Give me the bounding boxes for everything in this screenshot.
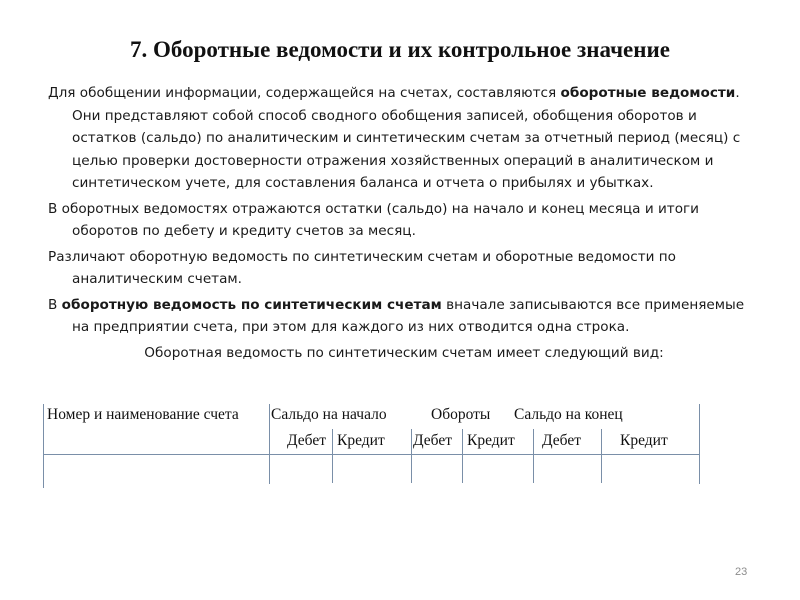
header-account: Номер и наименование счета xyxy=(47,406,239,423)
paragraph-synthetic-text-a: В xyxy=(48,296,62,313)
header-opening-credit: Кредит xyxy=(337,432,385,449)
table-divider-account xyxy=(269,404,270,484)
header-closing-debit: Дебет xyxy=(542,432,581,449)
paragraph-definition-text-b: . Они представляют собой способ сводного обобщения записей, обобщения оборотов и остатков (сальдо) по аналитическим и синтетическим счетам за отчетный период (месяц) с целью проверки достоверности отражения хозяйственных операций в аналитическом и синтетическом учете, для составления баланса и отчета о прибылях и убытках. xyxy=(72,85,741,191)
slide-body xyxy=(48,82,760,367)
table-divider-closing-debit xyxy=(601,429,602,483)
paragraph-table-intro: Оборотная ведомость по синтетическим счетам имеет следующий вид: xyxy=(144,344,664,361)
table-border-left xyxy=(43,404,44,488)
paragraph-balances: В оборотных ведомостях отражаются остатки (сальдо) на начало и конец месяца и итоги оборотов по дебету и кредиту счетов за месяц. xyxy=(48,200,700,239)
table-divider-turnover-debit xyxy=(462,429,463,483)
header-closing-credit: Кредит xyxy=(620,432,668,449)
paragraph-definition-text-a: Для обобщении информации, содержащейся на счетах, составляются xyxy=(48,85,561,101)
term-turnover-statements: оборотные ведомости xyxy=(560,85,736,101)
header-opening-debit: Дебет xyxy=(287,432,326,449)
slide-title: 7. Оборотные ведомости и их контрольное значение xyxy=(130,37,670,62)
table-header-line xyxy=(43,454,699,455)
paragraph-definition xyxy=(48,82,760,195)
table-divider-opening-debit xyxy=(332,429,333,483)
turnover-statement-table xyxy=(43,402,700,488)
table-divider-turnover xyxy=(533,429,534,483)
header-turnover: Обороты xyxy=(431,406,491,423)
page-number: 23 xyxy=(735,566,748,578)
paragraph-synthetic xyxy=(48,294,760,339)
header-closing-balance: Сальдо на конец xyxy=(514,406,623,423)
header-turnover-debit: Дебет xyxy=(413,432,452,449)
table-border-right xyxy=(699,404,700,484)
term-synthetic-statement: оборотную ведомость по синтетическим счетам xyxy=(61,296,442,313)
table-divider-opening xyxy=(411,429,412,483)
header-opening-balance: Сальдо на начало xyxy=(271,406,387,423)
header-turnover-credit: Кредит xyxy=(467,432,515,449)
paragraph-synthetic-text-b: вначале записываются все применяемые на предприятии счета, при этом для каждого из них отводится одна строка. xyxy=(72,296,745,335)
paragraph-types: Различают оборотную ведомость по синтетическим счетам и оборотные ведомости по аналитическим счетам. xyxy=(48,248,676,287)
